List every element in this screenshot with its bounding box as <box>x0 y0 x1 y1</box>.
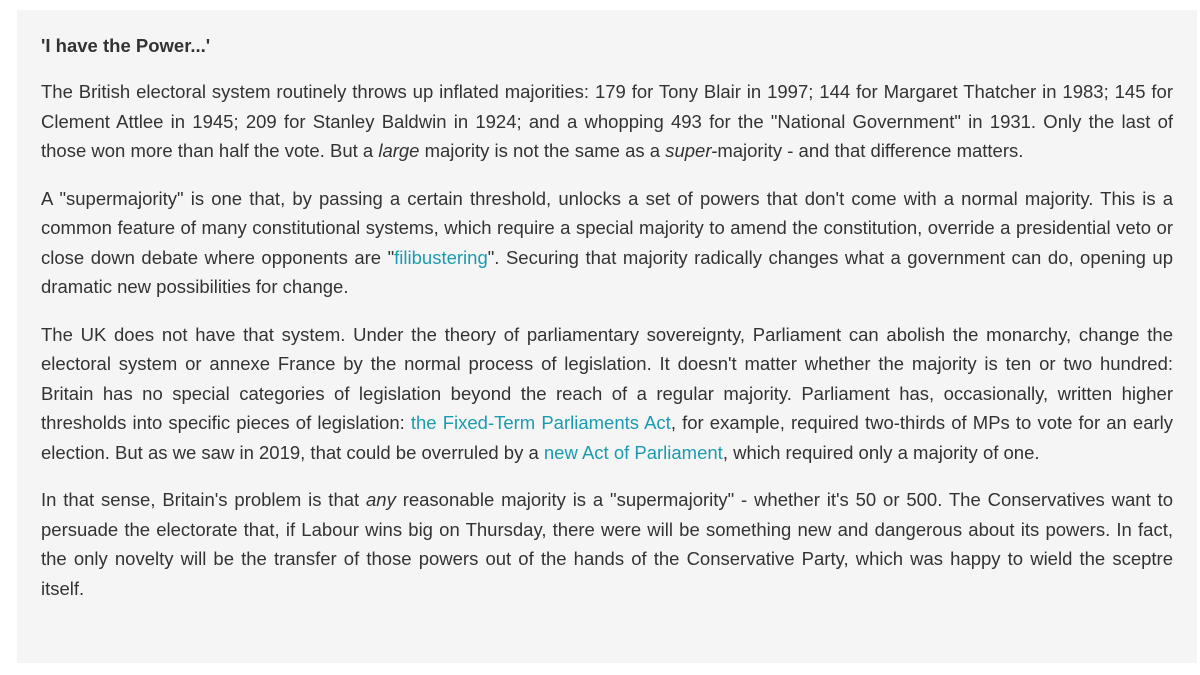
paragraph-1-text-c: majority - and that difference matters. <box>717 140 1024 161</box>
paragraph-4 <box>41 485 1173 603</box>
fixed-term-parliaments-act-link[interactable]: the Fixed-Term Parliaments Act <box>410 412 671 433</box>
paragraph-4-text-a: In that sense, Britain's problem is that <box>41 489 367 510</box>
paragraph-2-text-b: ". Securing that majority radically changes what a government can do, opening up dramatic new possibilities for change. <box>41 246 1173 297</box>
emphasis-large: large <box>378 140 420 161</box>
paragraph-3 <box>41 320 1173 468</box>
paragraph-2 <box>41 184 1173 302</box>
article-panel <box>17 10 1197 663</box>
paragraph-4-text-b: reasonable majority is a "supermajority" - whether it's 50 or 500. The Conservatives want to persuade the electorate that, if Labour wins big on Thursday, there were will be something new and dangerous about its powers. In fact, the only novelty will be the transfer of those powers out of the hands of the Conservative Party, which was happy to wield the sceptre itself. <box>41 489 1174 599</box>
paragraph-1-text-b: majority is not the same as a <box>419 140 666 161</box>
new-act-of-parliament-link[interactable]: new Act of Parliament <box>543 441 723 463</box>
paragraph-3-text-b: , for example, required two-thirds of MPs to vote for an early election. But as we saw in 2019, that could be overruled by a <box>41 412 1174 463</box>
paragraph-1 <box>41 77 1173 166</box>
paragraph-2-text-a: A "supermajority" is one that, by passing a certain threshold, unlocks a set of powers that don't come with a normal majority. This is a common feature of many constitutional systems, which require a special majority to amend the constitution, override a presidential veto or close down debate where opponents are " <box>41 187 1173 268</box>
emphasis-any: any <box>366 489 396 510</box>
filibustering-link[interactable]: filibustering <box>394 246 488 268</box>
article-title: 'I have the Power...' <box>41 35 211 56</box>
emphasis-super: super- <box>665 140 718 161</box>
paragraph-3-text-a: The UK does not have that system. Under the theory of parliamentary sovereignty, Parliament can abolish the monarchy, change the electoral system or annexe France by the normal process of legislation. It doesn't matter whether the majority is ten or two hundred: Britain has no special categories of legislation beyond the reach of a regular majority. Parliament has, occasionally, written higher thresholds into specific pieces of legislation: <box>41 323 1173 433</box>
paragraph-3-text-c: , which required only a majority of one. <box>722 441 1040 463</box>
paragraph-1-text-a: The British electoral system routinely throws up inflated majorities: 179 for Tony Blair in 1997; 144 for Margaret Thatcher in 1983; 145 for Clement Attlee in 1945; 209 for Stanley Baldwin in 1924; and a whopping 493 for the "National Government" in 1931. Only the last of those won more than half the vote. But a <box>41 81 1173 161</box>
